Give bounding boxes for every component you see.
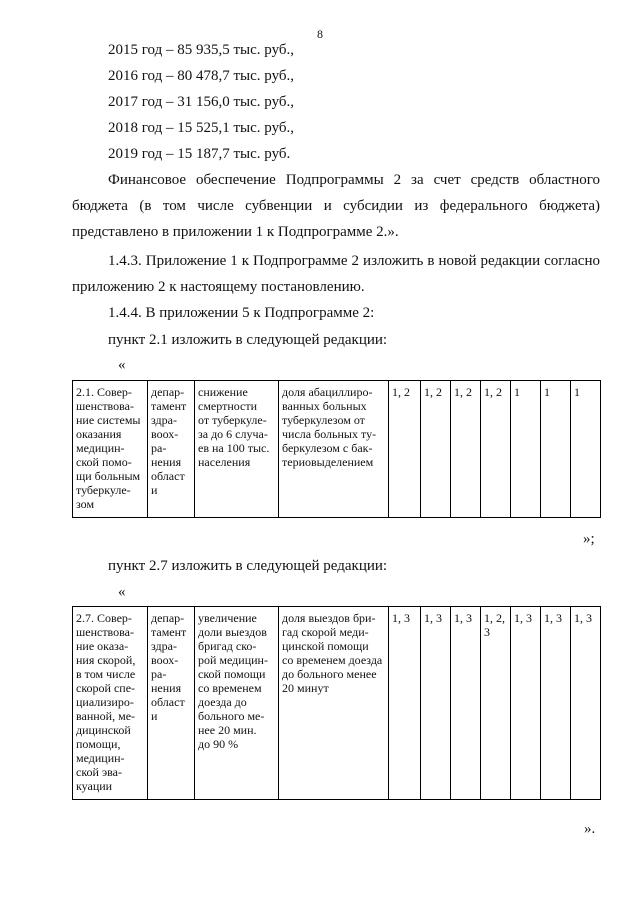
table-row <box>73 381 601 518</box>
table-cell-indicator: доля абациллиро- ванных больных туберкулезом от числа больных ту- беркулезом с бак- териовыделением <box>279 381 389 518</box>
table-cell-value: 1, 3 <box>421 607 451 800</box>
table-point-2-7 <box>72 606 601 800</box>
item-1-4-3-paragraph: 1.4.3. Приложение 1 к Подпрограмме 2 изложить в новой редакции согласно приложению 2 к настоящему постановлению. <box>72 253 600 295</box>
table-cell-value: 1, 2 <box>389 381 421 518</box>
table-cell-value: 1, 2 <box>421 381 451 518</box>
table-cell-value: 1, 2, 3 <box>481 607 511 800</box>
opening-quote-1: « <box>118 357 126 373</box>
table-cell-result: снижение смертности от туберкуле- за до 6 случа- ев на 100 тыс. населения <box>195 381 279 518</box>
table-point-2-1 <box>72 380 601 518</box>
point-2-7-intro: пункт 2.7 изложить в следующей редакции: <box>108 558 388 574</box>
table-cell-executor: депар- тамент здра- воох- ра- нения области <box>148 381 195 518</box>
closing-quote-2: ». <box>584 821 596 837</box>
table-cell-executor: депар- тамент здра- воох- ра- нения области <box>148 607 195 800</box>
financing-paragraph: Финансовое обеспечение Подпрограммы 2 за счет средств областного бюджета (в том числе субвенции и субсидии из федерального бюджета) представлено в приложении 1 к Подпрограмме 2.». <box>72 172 600 240</box>
table-cell-value: 1, 3 <box>389 607 421 800</box>
funding-line-2016: 2016 год – 80 478,7 тыс. руб., <box>108 68 295 84</box>
table-cell-value: 1, 2 <box>451 381 481 518</box>
table-cell-value: 1, 3 <box>451 607 481 800</box>
funding-line-2015: 2015 год – 85 935,5 тыс. руб., <box>108 42 295 58</box>
table-cell-value: 1 <box>541 381 571 518</box>
funding-line-2019: 2019 год – 15 187,7 тыс. руб. <box>108 146 291 162</box>
table-cell-indicator: доля выездов бри- гад скорой меди- цинской помощи со временем доезда до больного менее 20 минут <box>279 607 389 800</box>
table-cell-value: 1 <box>511 381 541 518</box>
page-number: 8 <box>317 27 323 41</box>
table-cell-value: 1, 2 <box>481 381 511 518</box>
funding-line-2017: 2017 год – 31 156,0 тыс. руб., <box>108 94 295 110</box>
table-cell-value: 1, 3 <box>571 607 601 800</box>
closing-quote-1: »; <box>583 531 595 547</box>
table-row <box>73 607 601 800</box>
table-cell-measure: 2.1. Совер- шенствова- ние системы оказания медицин- ской помо- щи больным туберкуле- зом <box>73 381 148 518</box>
table-cell-value: 1, 3 <box>541 607 571 800</box>
item-1-4-4-paragraph: 1.4.4. В приложении 5 к Подпрограмме 2: <box>108 305 375 321</box>
table-cell-value: 1, 3 <box>511 607 541 800</box>
table-cell-measure: 2.7. Совер- шенствова- ние оказа- ния скорой, в том числе скорой спе- циализиро- ванной, ме- дицинской помощи, медицин- ской эва- куации <box>73 607 148 800</box>
point-2-1-intro: пункт 2.1 изложить в следующей редакции: <box>108 332 388 348</box>
funding-line-2018: 2018 год – 15 525,1 тыс. руб., <box>108 120 295 136</box>
table-cell-value: 1 <box>571 381 601 518</box>
table-cell-result: увеличение доли выездов бригад ско- рой медицин- ской помощи со временем доезда до больного ме- нее 20 мин. до 90 % <box>195 607 279 800</box>
opening-quote-2: « <box>118 584 126 600</box>
